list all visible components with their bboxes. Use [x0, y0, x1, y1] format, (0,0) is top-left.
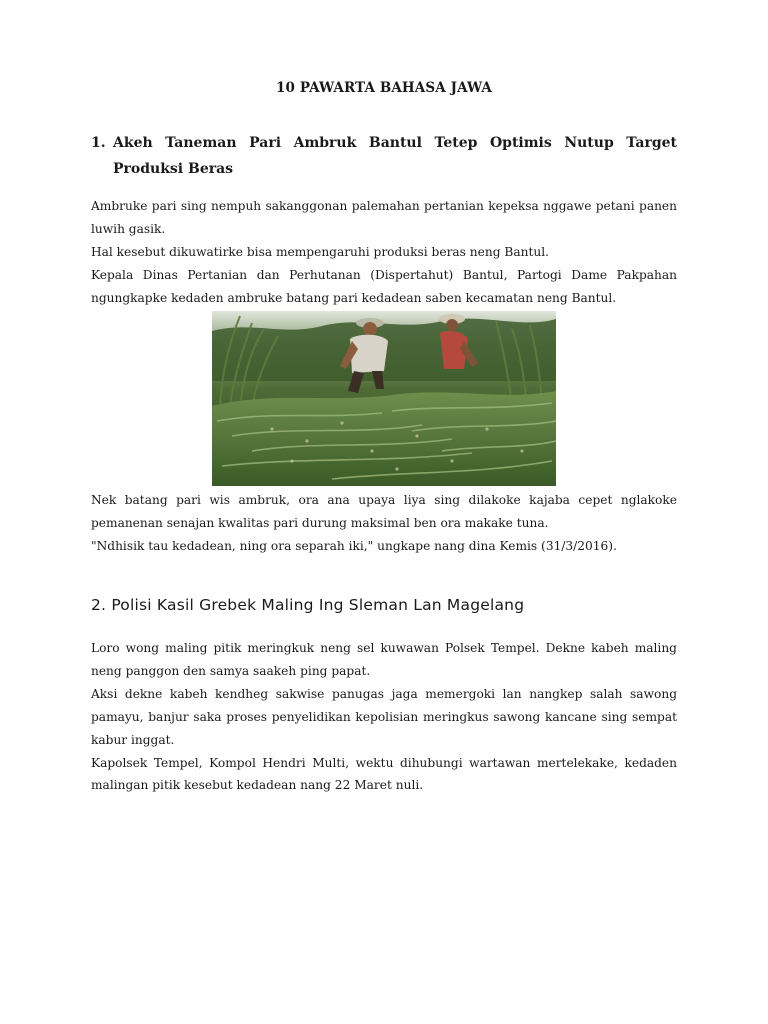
paragraph: "Ndhisik tau kedadean, ning ora separah iki," ungkape nang dina Kemis (31/3/2016). — [91, 538, 617, 553]
paragraph: Loro wong maling pitik meringkuk neng sel kuwawan Polsek Tempel. Dekne kabeh maling neng panggon den samya saakeh ping papat. — [91, 641, 677, 678]
article-1-number: 1. — [91, 135, 106, 151]
article-1-body-top — [91, 195, 677, 310]
article-1-heading — [91, 130, 677, 182]
paragraph: Kepala Dinas Pertanian dan Perhutanan (Dispertahut) Bantul, Partogi Dame Pakpahan ngungkapke kedaden ambruke batang pari kedadean saben kecamatan neng Bantul. — [91, 267, 677, 305]
article-2-body — [91, 637, 677, 797]
rice-field-photo — [212, 311, 556, 486]
paragraph: Hal kesebut dikuwatirke bisa mempengaruhi produksi beras neng Bantul. — [91, 244, 549, 259]
photo-rice-field-icon — [212, 311, 556, 486]
article-1-heading-text: Akeh Taneman Pari Ambruk Bantul Tetep Optimis Nutup Target Produksi Beras — [113, 135, 677, 177]
article-1-body-bottom — [91, 489, 677, 558]
document-title: 10 PAWARTA BAHASA JAWA — [276, 80, 492, 96]
article-2-heading: 2. Polisi Kasil Grebek Maling Ing Sleman Lan Magelang — [91, 596, 525, 614]
paragraph: Ambruke pari sing nempuh sakanggonan palemahan pertanian kepeksa nggawe petani panen luwih gasik. — [91, 199, 677, 236]
paragraph: Nek batang pari wis ambruk, ora ana upaya liya sing dilakoke kajaba cepet nglakoke pemanenan senajan kwalitas pari durung maksimal ben ora makake tuna. — [91, 493, 677, 530]
paragraph: Aksi dekne kabeh kendheg sakwise panugas jaga memergoki lan nangkep salah sawong pamayu, banjur saka proses penyelidikan kepolisian meringkus sawong kancane sing sempat kabur inggat. — [91, 686, 677, 747]
paragraph: Kapolsek Tempel, Kompol Hendri Multi, wektu dihubungi wartawan mertelekake, kedaden malingan pitik kesebut kedadean nang 22 Maret nuli. — [91, 755, 677, 793]
